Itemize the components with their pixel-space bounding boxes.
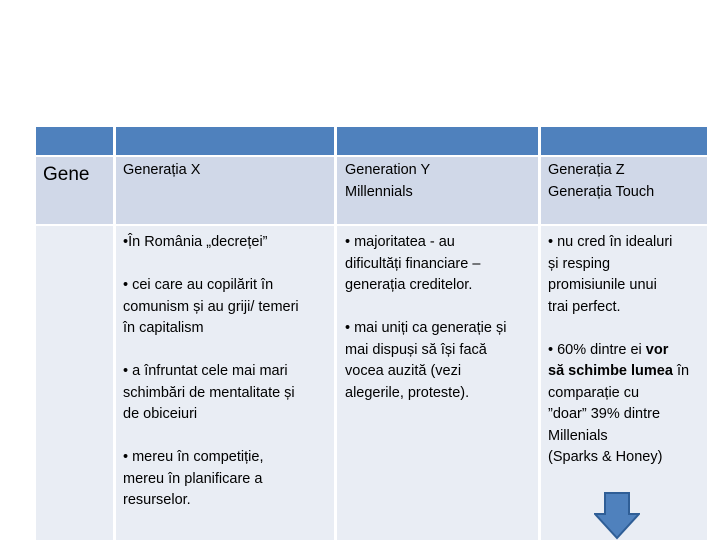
bullet-3: • a înfruntat cele mai mari schimbări de mentalitate și de obiceiuri bbox=[123, 363, 295, 422]
bullet-1: • majoritatea - au dificultăți financiare – generația creditelor. bbox=[345, 234, 481, 293]
bullet-2: • mai uniți ca generație și mai dispuși să își facă vocea auzită (vezi alegerile, proteste). bbox=[345, 320, 507, 401]
column-divider bbox=[538, 127, 541, 540]
header-generation-z: Generația Z Generația Touch bbox=[548, 162, 655, 200]
bullet-4: • mereu în competiție, mereu în planificare a resurselor. bbox=[123, 449, 264, 508]
header-generation-y: Generation Y Millennials bbox=[345, 162, 431, 200]
bullet-1: • nu cred în idealuri și resping promisiunile unui trai perfect. bbox=[548, 234, 673, 315]
bullet-2: • 60% dintre ei vor să schimbe lumea în comparație cu ”doar” 39% dintre Millenials (Sparks & Honey) bbox=[548, 341, 690, 465]
row-divider bbox=[36, 224, 707, 226]
header-row bbox=[36, 127, 707, 155]
header-generation-x: Generația X bbox=[123, 162, 201, 178]
generation-x-description bbox=[123, 232, 299, 512]
row-divider bbox=[36, 155, 707, 157]
generation-z-description bbox=[548, 232, 689, 469]
row-label-gene: Gene bbox=[43, 164, 90, 185]
column-divider bbox=[113, 127, 116, 540]
down-arrow-icon bbox=[594, 492, 640, 540]
generation-y-description bbox=[345, 232, 506, 404]
bullet-1: •În România „decreței” bbox=[123, 234, 268, 250]
column-divider bbox=[334, 127, 337, 540]
bullet-2: • cei care au copilărit în comunism și au griji/ temeri în capitalism bbox=[123, 277, 299, 336]
generations-table bbox=[36, 127, 707, 540]
